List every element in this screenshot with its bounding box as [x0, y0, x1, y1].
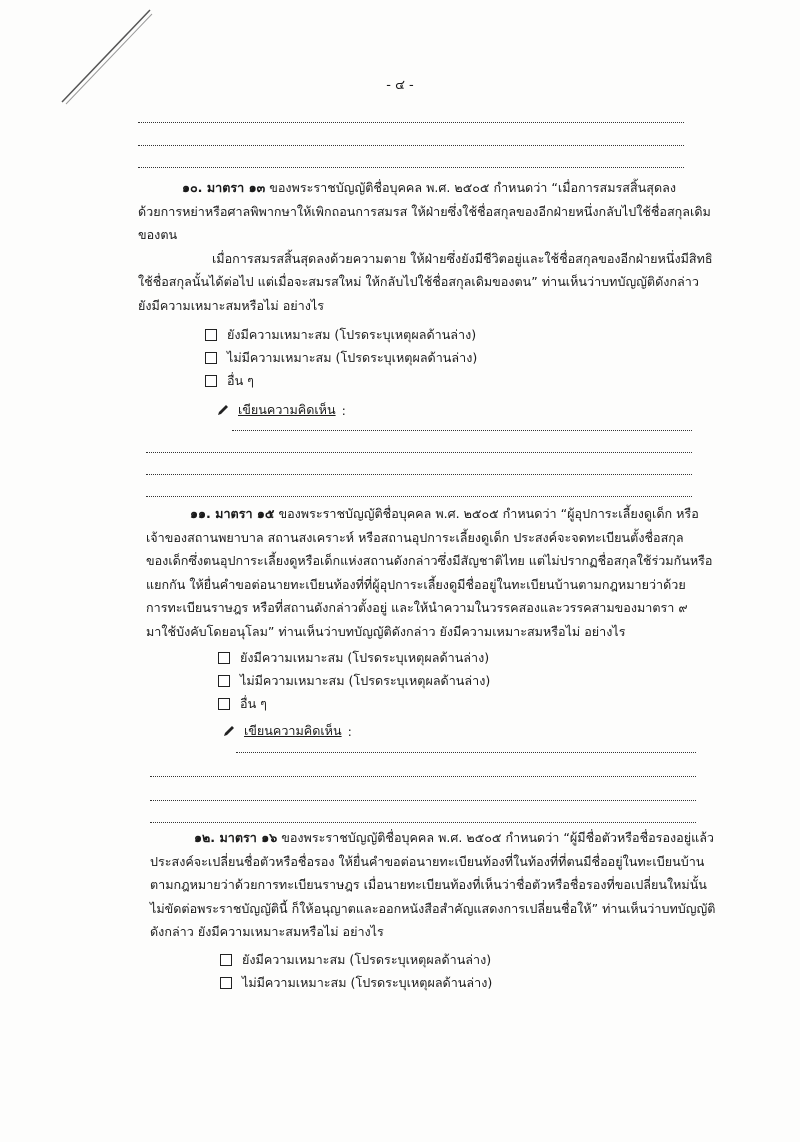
comment-prompt [216, 400, 346, 420]
option-other[interactable] [205, 371, 254, 391]
section-12-line: ตามกฎหมายว่าด้วยการทะเบียนราษฎร เมื่อนายทะเบียนท้องที่เห็นว่าชื่อตัวหรือชื่อรองที่ขอเปลี่ยนใหม่นั้น [150, 877, 707, 892]
comment-line[interactable] [150, 822, 696, 823]
comment-line[interactable] [232, 430, 692, 431]
checkbox[interactable] [218, 698, 230, 710]
section-10-text [138, 176, 713, 317]
section-11-line: มาใช้บังคับโดยอนุโลม” ท่านเห็นว่าบทบัญญัติดังกล่าว ยังมีความเหมาะสมหรือไม่ อย่างไร [146, 623, 626, 639]
option-label: ยังมีความเหมาะสม (โปรดระบุเหตุผลด้านล่าง) [227, 327, 477, 342]
section-12-line: ประสงค์จะเปลี่ยนชื่อตัวหรือชื่อรอง ให้ยื่นคำขอต่อนายทะเบียนท้องที่ในท้องที่ที่ตนมีชื่ออยู่ในทะเบียนบ้าน [150, 853, 705, 869]
option-appropriate[interactable] [205, 325, 476, 345]
blank-answer-line [138, 167, 684, 168]
section-10-line: ด้วยการหย่าหรือศาลพิพากษาให้เพิกถอนการสมรส ให้ฝ่ายซึ่งใช้ชื่อสกุลของอีกฝ่ายหนึ่งกลับไปใช้ชื่อสกุลเดิม [138, 203, 711, 219]
section-10-line: ยังมีความเหมาะสมหรือไม่ อย่างไร [138, 297, 324, 313]
comment-label: เขียนความคิดเห็น [238, 402, 336, 417]
checkbox[interactable] [220, 954, 232, 966]
checkbox[interactable] [220, 977, 232, 989]
comment-line[interactable] [146, 496, 692, 497]
blank-answer-line [138, 145, 684, 146]
section-11-line: ๑๑. มาตรา ๑๕ ของพระราชบัญญัติชื่อบุคคล พ.ศ. ๒๕๐๕ กำหนดว่า “ผู้อุปการะเลี้ยงดูเด็ก หรือ [190, 506, 699, 521]
option-label: ไม่มีความเหมาะสม (โปรดระบุเหตุผลด้านล่าง) [227, 350, 478, 365]
option-label: อื่น ๆ [227, 373, 254, 388]
checkbox[interactable] [205, 329, 217, 341]
section-12-text [150, 826, 716, 944]
section-10-line: ของตน [138, 227, 178, 242]
section-12-line: ๑๒. มาตรา ๑๖ ของพระราชบัญญัติชื่อบุคคล พ.ศ. ๒๕๐๕ กำหนดว่า “ผู้มีชื่อตัวหรือชื่อรองอยู่แล้ว [194, 830, 715, 845]
option-label: ยังมีความเหมาะสม (โปรดระบุเหตุผลด้านล่าง) [240, 650, 490, 665]
comment-line[interactable] [146, 474, 692, 475]
section-11-line: เจ้าของสถานพยาบาล สถานสงเคราะห์ หรือสถานอุปการะเลี้ยงดูเด็ก ประสงค์จะจดทะเบียนตั้งชื่อสกุล [146, 529, 684, 545]
comment-line[interactable] [146, 452, 692, 453]
option-not-appropriate[interactable] [218, 671, 490, 691]
comment-label: เขียนความคิดเห็น [244, 723, 342, 738]
comment-prompt [222, 721, 352, 741]
option-appropriate[interactable] [220, 950, 491, 970]
blank-answer-line [138, 122, 684, 123]
option-label: อื่น ๆ [240, 696, 267, 711]
section-12-line: ไม่ขัดต่อพระราชบัญญัตินี้ ก็ให้อนุญาตและออกหนังสือสำคัญแสดงการเปลี่ยนชื่อให้” ท่านเห็นว่าบทบัญญัติ [150, 900, 716, 916]
checkbox[interactable] [218, 675, 230, 687]
checkbox[interactable] [205, 352, 217, 364]
option-label: ไม่มีความเหมาะสม (โปรดระบุเหตุผลด้านล่าง) [242, 975, 493, 990]
option-not-appropriate[interactable] [220, 973, 492, 993]
comment-line[interactable] [150, 776, 696, 777]
option-other[interactable] [218, 694, 267, 714]
comment-colon: : [347, 723, 352, 739]
option-appropriate[interactable] [218, 648, 489, 668]
section-11-line: ของเด็กซึ่งตนอุปการะเลี้ยงดูหรือเด็กแห่งสถานดังกล่าวซึ่งมีสัญชาติไทย แต่ไม่ปรากฏชื่อสกุลใช้ร่วมกันหรือ [146, 553, 713, 568]
pencil-icon [222, 724, 236, 738]
section-10-line: เมื่อการสมรสสิ้นสุดลงด้วยความตาย ให้ฝ่ายซึ่งยังมีชีวิตอยู่และใช้ชื่อสกุลของอีกฝ่ายหนึ่งมีสิทธิ [212, 250, 713, 266]
section-12-line: ดังกล่าว ยังมีความเหมาะสมหรือไม่ อย่างไร [150, 924, 384, 939]
comment-line[interactable] [150, 800, 696, 801]
checkbox[interactable] [218, 652, 230, 664]
option-label: ไม่มีความเหมาะสม (โปรดระบุเหตุผลด้านล่าง) [240, 673, 491, 688]
checkbox[interactable] [205, 375, 217, 387]
comment-colon: : [341, 402, 346, 418]
comment-line[interactable] [236, 752, 696, 753]
section-10-line: ใช้ชื่อสกุลนั้นได้ต่อไป แต่เมื่อจะสมรสใหม่ ให้กลับไปใช้ชื่อสกุลเดิมของตน” ท่านเห็นว่าบทบัญญัติดังกล่าว [138, 274, 699, 289]
page-number: - ๔ - [386, 78, 414, 93]
section-10-line: ๑๐. มาตรา ๑๓ ของพระราชบัญญัติชื่อบุคคล พ.ศ. ๒๕๐๕ กำหนดว่า “เมื่อการสมรสสิ้นสุดลง [182, 180, 676, 195]
pencil-icon [216, 403, 230, 417]
section-11-line: แยกกัน ให้ยื่นคำขอต่อนายทะเบียนท้องที่ที่ผู้อุปการะเลี้ยงดูมีชื่ออยู่ในทะเบียนบ้านตามกฎหมายว่าด้วย [146, 576, 686, 592]
option-not-appropriate[interactable] [205, 348, 477, 368]
section-11-text [146, 502, 713, 643]
option-label: ยังมีความเหมาะสม (โปรดระบุเหตุผลด้านล่าง) [242, 952, 492, 967]
section-11-line: การทะเบียนราษฎร หรือที่สถานดังกล่าวตั้งอยู่ และให้นำความในวรรคสองและวรรคสามของมาตรา ๙ [146, 600, 688, 615]
